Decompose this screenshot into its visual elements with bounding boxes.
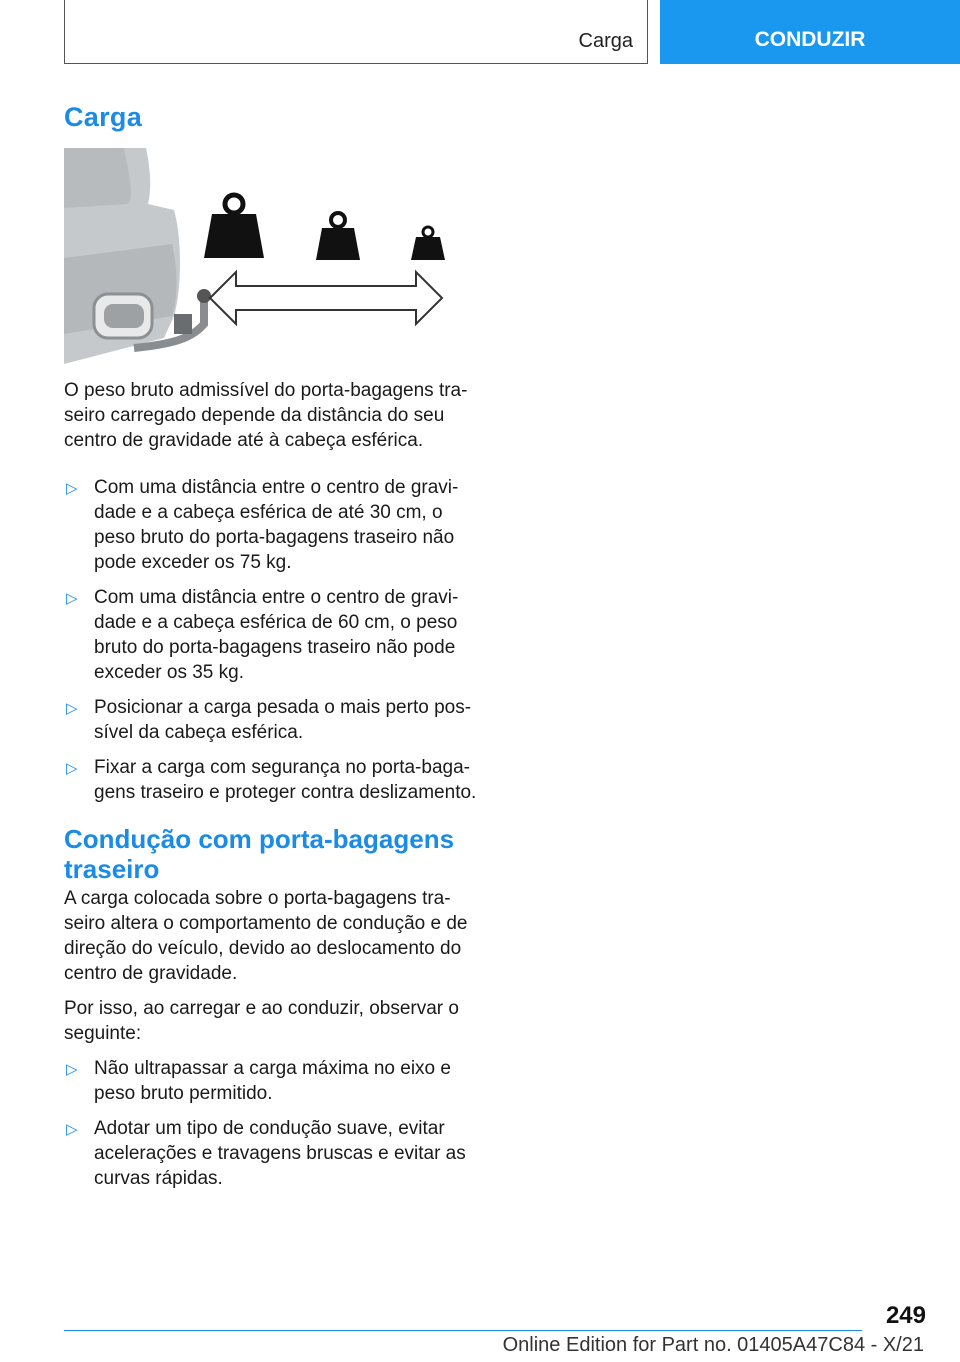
section-title-towing: Condução com porta-bagagens traseiro bbox=[64, 824, 455, 884]
header-section-box bbox=[64, 0, 648, 64]
header-section-title: Carga bbox=[578, 30, 633, 52]
list-item: ▷ Adotar um tipo de condução suave, evitar acelerações e travagens bruscas e evitar as curvas rápidas. bbox=[66, 1118, 466, 1189]
bullet-arrow-icon: ▷ bbox=[66, 1121, 78, 1138]
list-item: ▷ Fixar a carga com segurança no porta-baga-gens traseiro e proteger contra deslizamento. bbox=[66, 757, 477, 803]
section-title-carga: Carga bbox=[64, 102, 143, 132]
towing-paragraph-1: A carga colocada sobre o porta-bagagens tra-seiro altera o comportamento de condução e de direção do veículo, devido ao deslocamento do centro de gravidade. bbox=[64, 888, 468, 984]
bullet-arrow-icon: ▷ bbox=[66, 480, 78, 497]
bullet-arrow-icon: ▷ bbox=[66, 700, 78, 717]
bullet-arrow-icon: ▷ bbox=[66, 760, 78, 777]
section1-body bbox=[64, 378, 478, 815]
footer-divider bbox=[64, 1330, 862, 1331]
list-item: ▷ Posicionar a carga pesada o mais perto pos-sível da cabeça esférica. bbox=[66, 697, 472, 743]
page-number: 249 bbox=[885, 1302, 926, 1329]
list-item: ▷ Não ultrapassar a carga máxima no eixo e peso bruto permitido. bbox=[66, 1058, 451, 1104]
bullet-arrow-icon: ▷ bbox=[66, 1061, 78, 1078]
towing-paragraph-2: Por isso, ao carregar e ao conduzir, observar o seguinte: bbox=[64, 998, 459, 1044]
list-item: ▷ Com uma distância entre o centro de gravi-dade e a cabeça esférica de 60 cm, o peso bruto do porta-bagagens traseiro não pode exceder os 35 kg. bbox=[66, 587, 459, 683]
bullet-arrow-icon: ▷ bbox=[66, 590, 78, 607]
footer-edition: Online Edition for Part no. 01405A47C84 - X/21 bbox=[502, 1334, 924, 1356]
section1-bullet-list bbox=[64, 475, 478, 805]
section2-bullet-list bbox=[64, 1056, 478, 1191]
towbar-load-illustration bbox=[64, 148, 462, 364]
intro-paragraph: O peso bruto admissível do porta-bagagens tra-seiro carregado depende da distância do seu centro de gravidade até à cabeça esférica. bbox=[64, 380, 468, 451]
section2-body bbox=[64, 886, 478, 1201]
list-item: ▷ Com uma distância entre o centro de gravi-dade e a cabeça esférica de até 30 cm, o peso bruto do porta-bagagens traseiro não pode exceder os 75 kg. bbox=[66, 477, 459, 573]
chapter-tab[interactable]: CONDUZIR bbox=[660, 0, 960, 64]
